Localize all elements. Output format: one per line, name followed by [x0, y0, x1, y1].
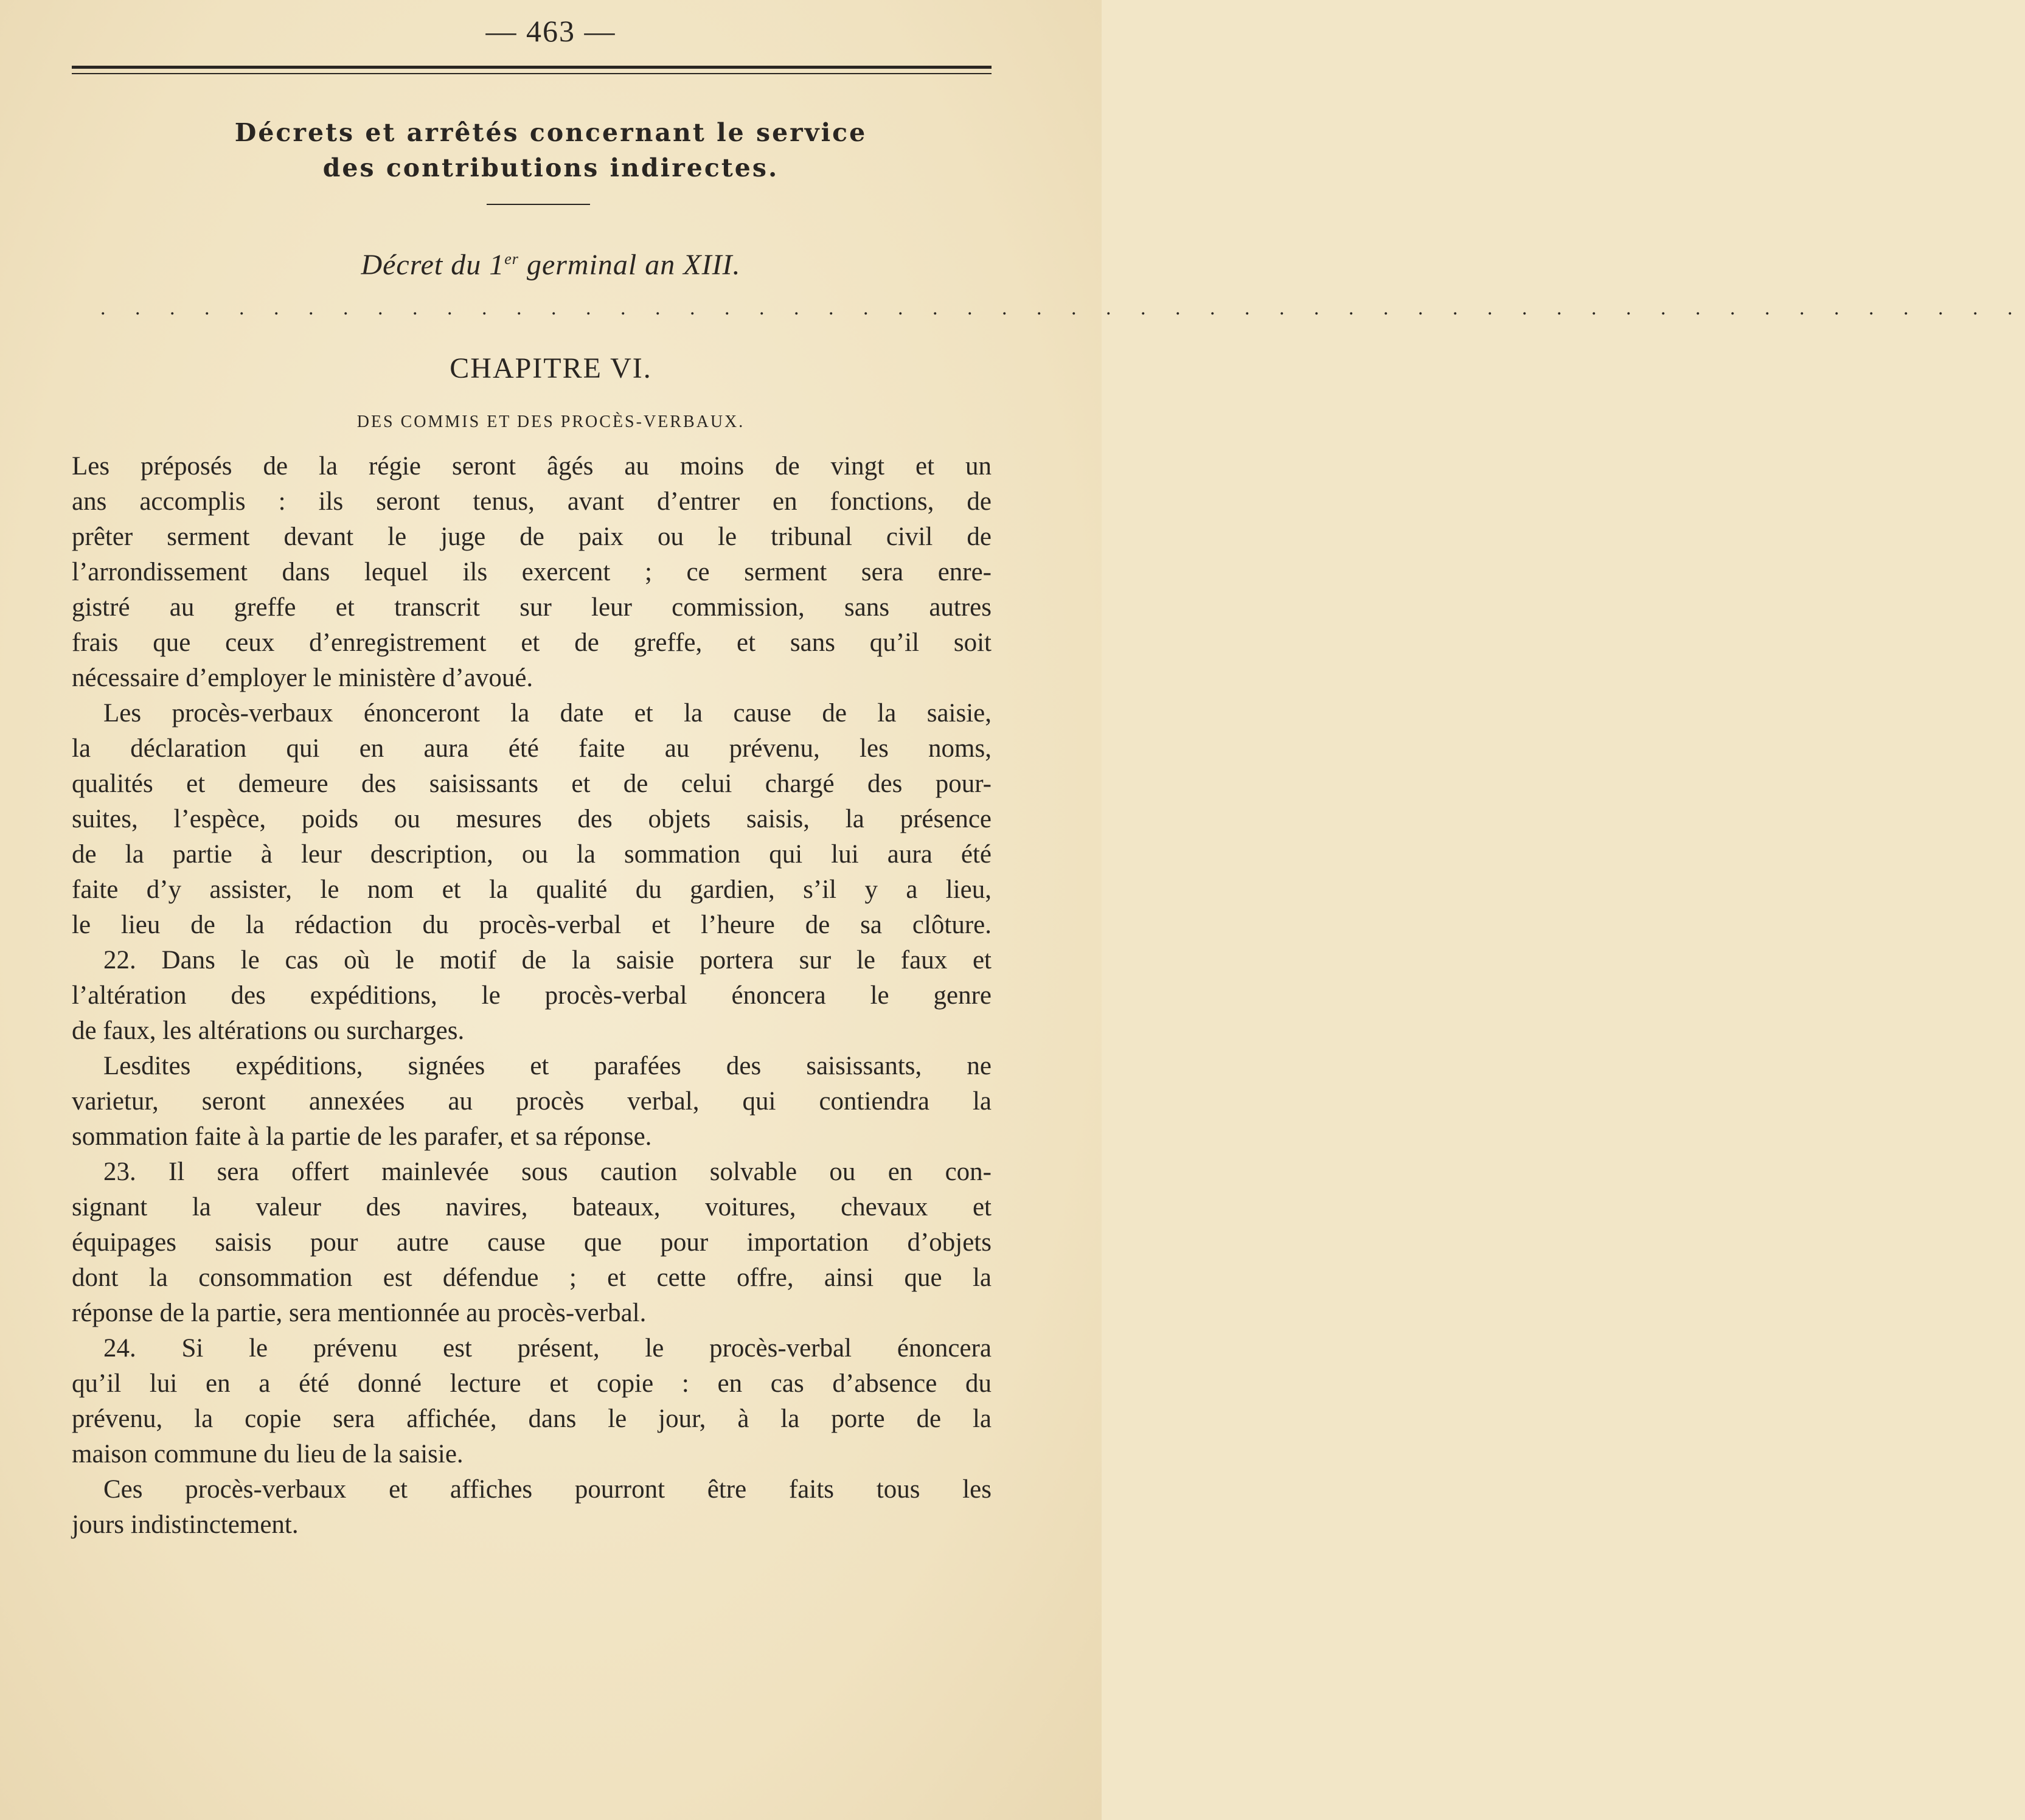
- text-line: ans accomplis : ils seront tenus, avant d’entrer en fonctions, de: [72, 487, 992, 516]
- text-line: jours indistinctement.: [72, 1510, 299, 1539]
- ellipsis-dots-line: . . . . . . . . . . . . . . . . . . . . . . . . . . . . . . . . . . . . . . . . . . . . . . . . . . . . . . . .: [100, 297, 2025, 319]
- text-line: prêter serment devant le juge de paix ou le tribunal civil de: [72, 523, 992, 551]
- text-line: Les préposés de la régie seront âgés au moins de vingt et un: [72, 452, 992, 481]
- decree-title-superscript: er: [504, 250, 519, 268]
- text-line: gistré au greffe et transcrit sur leur commission, sans autres: [72, 593, 992, 622]
- text-line: qualités et demeure des saisissants et de celui chargé des pour-: [72, 769, 992, 798]
- text-line: sommation faite à la partie de les parafer, et sa réponse.: [72, 1122, 652, 1151]
- text-line: Ces procès-verbaux et affiches pourront être faits tous les: [103, 1475, 992, 1504]
- text-line: qu’il lui en a été donné lecture et copie : en cas d’absence du: [72, 1369, 992, 1398]
- text-line: suites, l’espèce, poids ou mesures des objets saisis, la présence: [72, 805, 992, 833]
- text-line: équipages saisis pour autre cause que pour importation d’objets: [72, 1228, 992, 1257]
- decree-title: [0, 248, 1102, 282]
- heading-divider: [487, 204, 590, 205]
- text-line: prévenu, la copie sera affichée, dans le jour, à la porte de la: [72, 1405, 992, 1433]
- section-heading-line2: des contributions indirectes.: [322, 153, 779, 182]
- decree-title-prefix: Décret du 1: [361, 249, 505, 281]
- text-line: réponse de la partie, sera mentionnée au procès-verbal.: [72, 1299, 647, 1327]
- text-line: Lesdites expéditions, signées et parafées des saisissants, ne: [103, 1052, 992, 1080]
- text-line: de faux, les altérations ou surcharges.: [72, 1016, 465, 1045]
- header-rule-thin: [72, 73, 992, 74]
- text-line: nécessaire d’employer le ministère d’avoué.: [72, 664, 533, 692]
- text-line: la déclaration qui en aura été faite au prévenu, les noms,: [72, 734, 992, 763]
- chapter-subtitle: DES COMMIS ET DES PROCÈS-VERBAUX.: [356, 412, 745, 431]
- text-line: de la partie à leur description, ou la sommation qui lui aura été: [72, 840, 992, 869]
- text-line: 23. Il sera offert mainlevée sous caution solvable ou en con-: [103, 1158, 992, 1186]
- header-rule-thick: [72, 66, 992, 69]
- chapter-title: CHAPITRE VI.: [450, 352, 652, 384]
- decree-title-suffix: germinal an XIII.: [518, 249, 741, 281]
- text-line: 24. Si le prévenu est présent, le procès-verbal énoncera: [103, 1334, 992, 1363]
- text-line: varietur, seront annexées au procès verbal, qui contiendra la: [72, 1087, 992, 1116]
- text-line: l’arrondissement dans lequel ils exercent ; ce serment sera enre-: [72, 558, 992, 586]
- text-line: faite d’y assister, le nom et la qualité du gardien, s’il y a lieu,: [72, 875, 992, 904]
- text-line: frais que ceux d’enregistrement et de greffe, et sans qu’il soit: [72, 628, 992, 657]
- section-heading-line1: Décrets et arrêtés concernant le service: [234, 118, 867, 147]
- text-line: 22. Dans le cas où le motif de la saisie portera sur le faux et: [103, 946, 992, 974]
- text-line: le lieu de la rédaction du procès-verbal et l’heure de sa clôture.: [72, 911, 992, 939]
- page-number: — 463 —: [485, 14, 616, 48]
- text-line: Les procès-verbaux énonceront la date et la cause de la saisie,: [103, 699, 992, 728]
- text-line: maison commune du lieu de la saisie.: [72, 1440, 464, 1468]
- text-line: signant la valeur des navires, bateaux, voitures, chevaux et: [72, 1193, 992, 1221]
- text-line: dont la consommation est défendue ; et cette offre, ainsi que la: [72, 1263, 992, 1292]
- text-line: l’altération des expéditions, le procès-verbal énoncera le genre: [72, 981, 992, 1010]
